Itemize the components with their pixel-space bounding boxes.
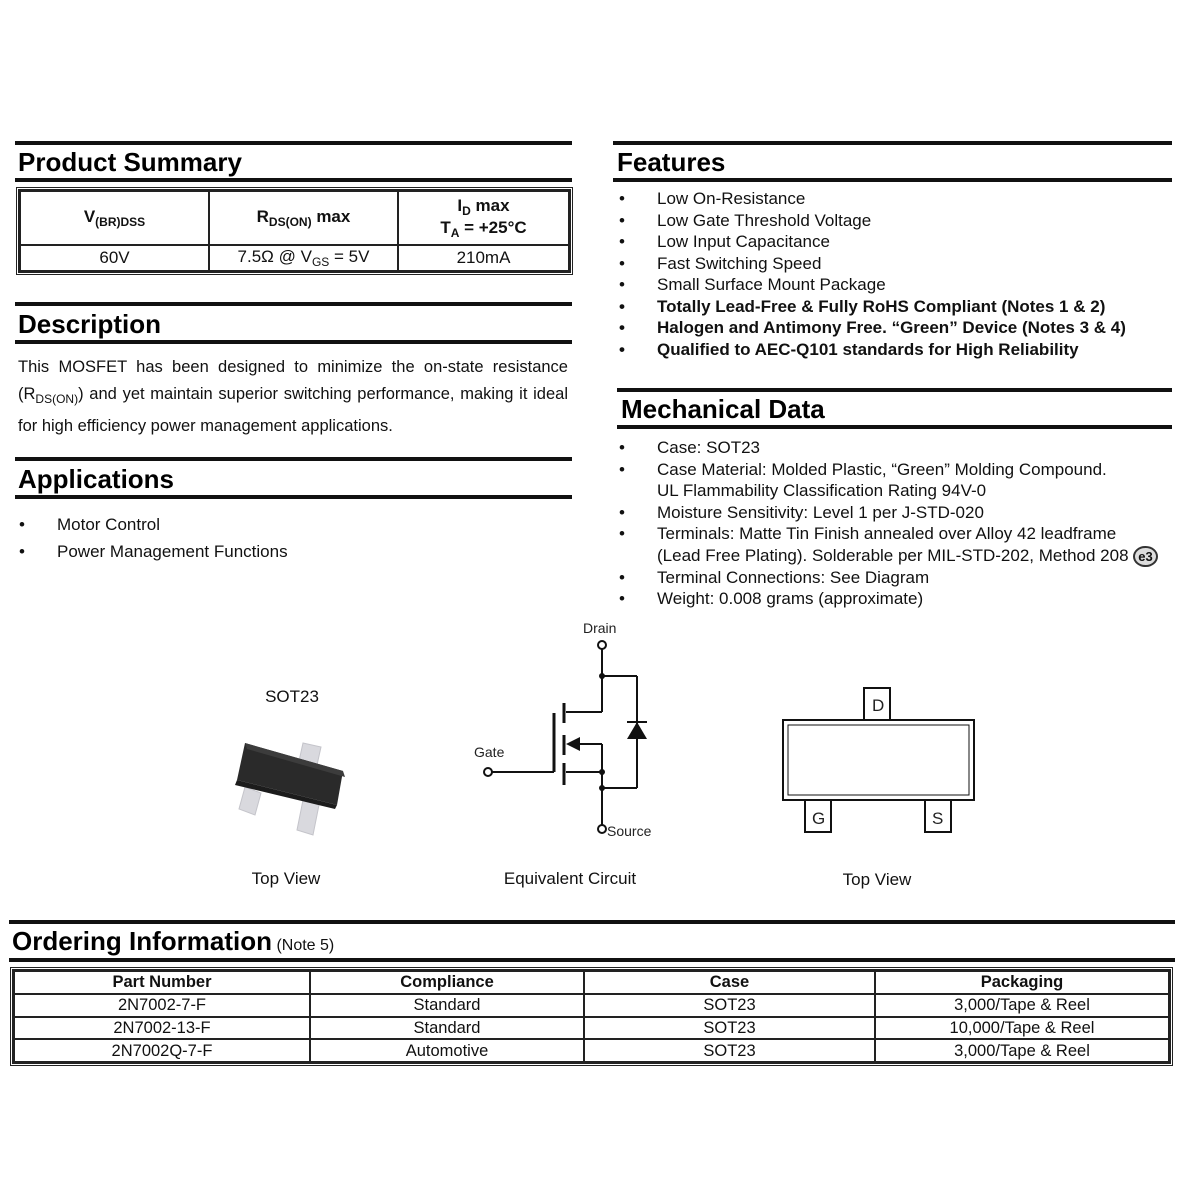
list-item: • Small Surface Mount Package (619, 275, 886, 294)
pin-d-label: D (872, 696, 885, 715)
packaging: 10,000/Tape & Reel (875, 1017, 1169, 1040)
pin-g-label: G (812, 809, 826, 828)
part-number: 2N7002-7-F (14, 994, 310, 1017)
column-header: Compliance (310, 971, 584, 994)
diode-icon (627, 722, 647, 739)
product-summary-top-rule (15, 141, 572, 145)
description-text: This MOSFET has been designed to minimize the on-state resistance $(R_{DS(ON)})$ and yet maintain superior switching performance, making it ideal for high efficiency power management applications. (18, 358, 568, 435)
ordering-table (10, 967, 1173, 1066)
list-item: • Moisture Sensitivity: Level 1 per J-STD-020 (619, 502, 984, 522)
product-summary-table (16, 187, 573, 275)
list-item: • Halogen and Antimony Free. “Green” Device (Notes 3 & 4) (619, 318, 1126, 337)
header-id-max: $I_D$ max $T_A = +25^\circ C$ (398, 191, 569, 245)
sot23-package-image (225, 735, 355, 845)
description-title: Description (18, 309, 162, 339)
list-item: • Weight: 0.008 grams (approximate) (619, 589, 924, 608)
column-header: Part Number (14, 971, 310, 994)
compliance: Standard (310, 1017, 584, 1040)
list-item: • Low Input Capacitance (619, 232, 830, 251)
column-header: Packaging (875, 971, 1169, 994)
package-label: SOT23 (265, 687, 319, 706)
drain-terminal-icon (598, 641, 606, 649)
features-bottom-rule (613, 178, 1172, 182)
compliance: Standard (310, 994, 584, 1017)
list-item: • Power Management Functions (19, 542, 288, 561)
applications-bottom-rule (15, 495, 572, 499)
list-item: • Terminal Connections: See Diagram (619, 567, 930, 587)
case: SOT23 (584, 994, 875, 1017)
features-top-rule (613, 141, 1172, 145)
applications-top-rule (15, 457, 572, 461)
description-bottom-rule (15, 340, 572, 344)
list-item: • Terminals: Matte Tin Finish annealed over Alloy 42 leadframe (Lead Free Plating). Solderable per MIL-STD-202, Method 208 e3 (617, 523, 1200, 567)
circuit-caption: Equivalent Circuit (503, 869, 637, 888)
pin-s-label: S (932, 809, 944, 828)
table-row (14, 1039, 1169, 1062)
source-label: Source (607, 823, 652, 839)
mechanical-list (617, 437, 1200, 610)
packaging: 3,000/Tape & Reel (875, 1039, 1169, 1062)
header-rdson: $R_{DS(ON)}$ max (209, 191, 398, 245)
body-arrow-icon (566, 737, 580, 751)
description-top-rule (15, 302, 572, 306)
package-caption: Top View (251, 869, 321, 888)
product-summary-bottom-rule (15, 178, 572, 182)
table-row (14, 994, 1169, 1017)
ordering-bottom-rule (9, 958, 1175, 962)
features-list (617, 188, 1187, 360)
part-number: 2N7002Q-7-F (14, 1039, 310, 1062)
list-item: • Fast Switching Speed (619, 253, 822, 273)
case: SOT23 (584, 1039, 875, 1062)
applications-list (17, 511, 557, 565)
packaging: 3,000/Tape & Reel (875, 994, 1169, 1017)
header-vbrdss: $V_{(BR)DSS}$ (20, 191, 209, 245)
mechanical-title: Mechanical Data (621, 394, 825, 424)
part-number: 2N7002-13-F (14, 1017, 310, 1040)
compliance: Automotive (310, 1039, 584, 1062)
case: SOT23 (584, 1017, 875, 1040)
column-header: Case (584, 971, 875, 994)
table-header-row (14, 971, 1169, 994)
list-item: • Motor Control (19, 515, 160, 534)
pinout-caption: Top View (842, 870, 912, 889)
applications-title: Applications (18, 464, 175, 494)
list-item: • Low On-Resistance (619, 189, 806, 208)
mechanical-top-rule (617, 388, 1172, 392)
drain-label: Drain (583, 620, 617, 636)
value-vbrdss: 60V (20, 245, 209, 271)
list-item: • Totally Lead-Free & Fully RoHS Compliant (Notes 1 & 2) (619, 296, 1106, 316)
value-id-max: 210mA (398, 245, 569, 271)
list-item: • Qualified to AEC-Q101 standards for High Reliability (619, 339, 1079, 359)
list-item: • Case Material: Molded Plastic, “Green” Molding Compound. UL Flammability Classification Rating 94V-0 (619, 459, 1107, 500)
product-summary-title: Product Summary (18, 147, 242, 177)
e3-lead-free-badge: e3 (1133, 546, 1157, 567)
ordering-top-rule (9, 920, 1175, 924)
features-title: Features (617, 147, 726, 177)
list-item: • Low Gate Threshold Voltage (619, 210, 872, 230)
source-terminal-icon (598, 825, 606, 833)
gate-terminal-icon (484, 768, 492, 776)
gate-label: Gate (474, 744, 505, 760)
ordering-title: Ordering Information (Note 5) (12, 926, 335, 956)
mechanical-bottom-rule (617, 425, 1172, 429)
value-rdson: 7.5Ω @ $V_{GS} = 5V$ (209, 245, 398, 271)
table-row (14, 1017, 1169, 1040)
list-item: • Case: SOT23 (619, 438, 760, 457)
